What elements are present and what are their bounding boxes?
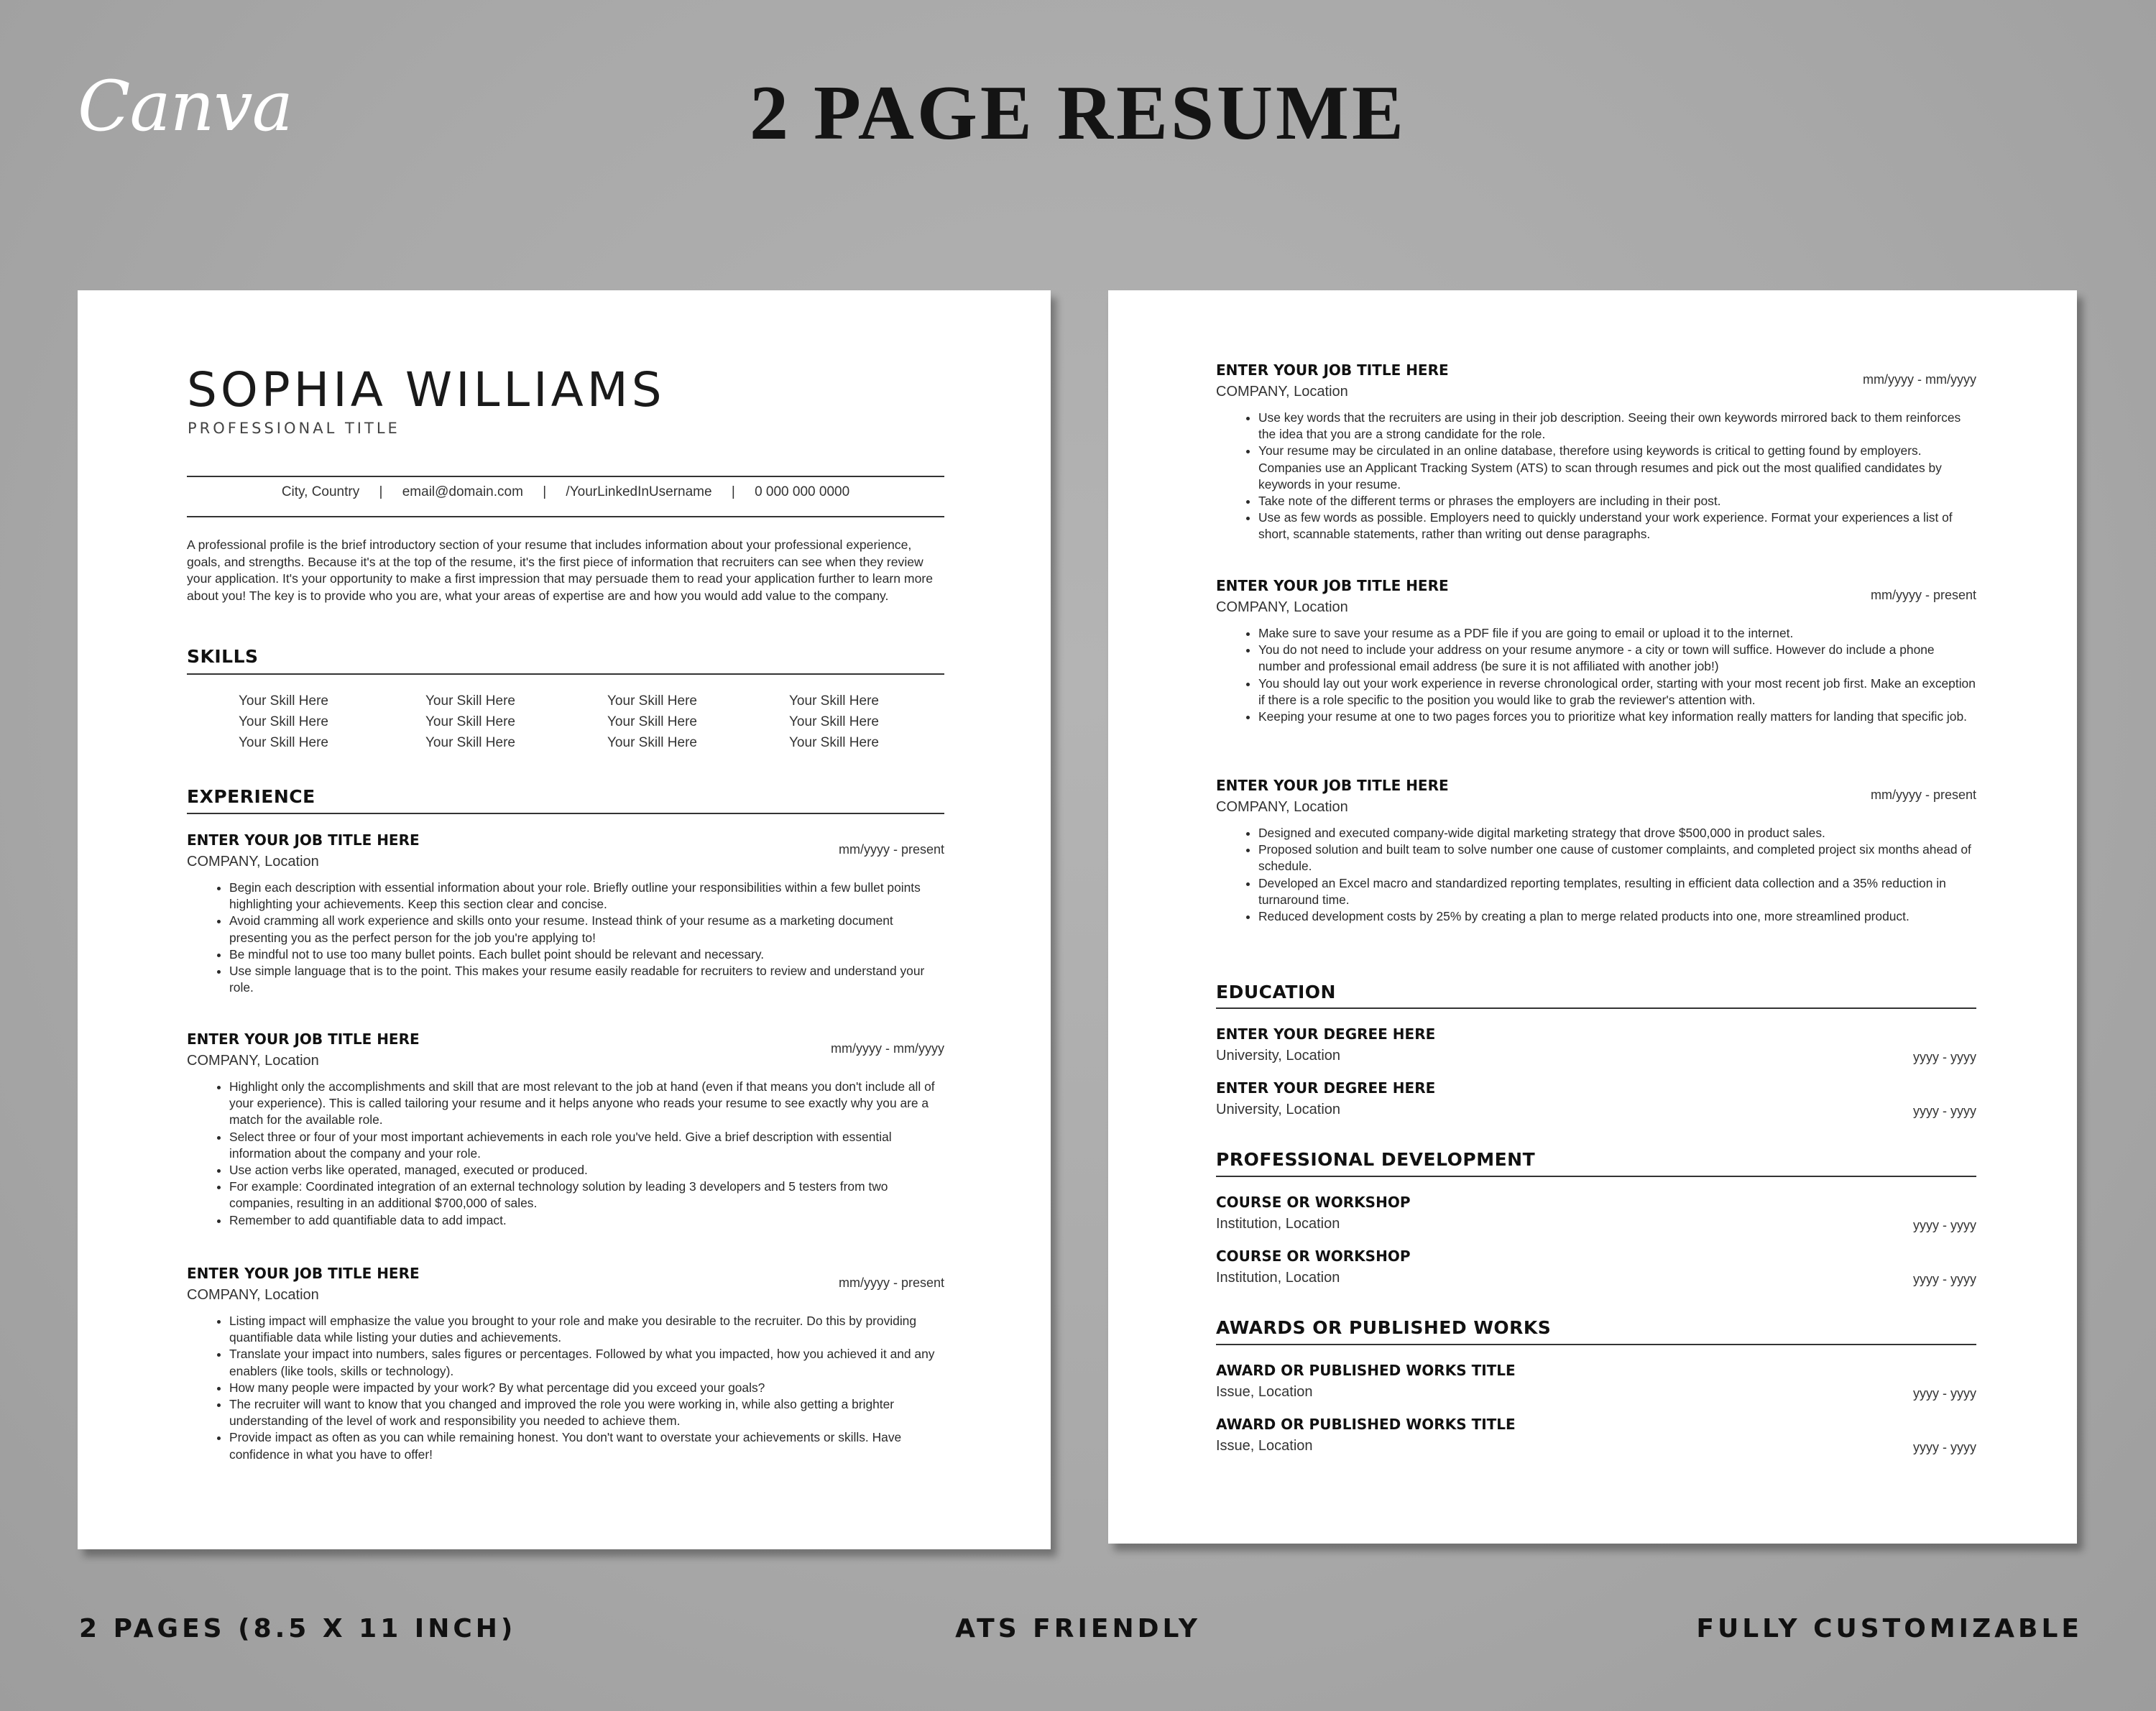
skills-heading: SKILLS: [187, 646, 259, 667]
course-title: COURSE OR WORKSHOP: [1216, 1194, 1411, 1211]
development-divider: [1216, 1176, 1976, 1177]
resume-page-2: [1108, 290, 2077, 1544]
job-bullet: • Proposed solution and built team to solve number one cause of customer complaints, and completed project six months ahead of schedule.: [1258, 841, 1976, 875]
job-title: ENTER YOUR JOB TITLE HERE: [1216, 777, 1449, 794]
award-title: AWARD OR PUBLISHED WORKS TITLE: [1216, 1362, 1516, 1379]
degree-title: ENTER YOUR DEGREE HERE: [1216, 1079, 1436, 1097]
award-issuer: Issue, Location: [1216, 1438, 1313, 1454]
job-bullet: • Take note of the different terms or phrases the employers are including in their post.: [1258, 493, 1976, 509]
job-company: COMPANY, Location: [187, 1287, 319, 1303]
resume-name: SOPHIA WILLIAMS: [187, 362, 665, 418]
skill-item: Your Skill Here: [607, 714, 697, 729]
skill-item: Your Skill Here: [425, 714, 515, 729]
education-entry: [1216, 1023, 1976, 1066]
skill-item: Your Skill Here: [789, 735, 879, 750]
contact-linkedin: /YourLinkedInUsername: [566, 484, 712, 499]
job-entry: [187, 1263, 944, 1463]
company-row: [187, 1041, 944, 1071]
course-title: COURSE OR WORKSHOP: [1216, 1247, 1411, 1265]
contact-row: [187, 484, 944, 500]
skill-item: Your Skill Here: [239, 693, 328, 709]
job-dates: mm/yyyy - present: [838, 842, 944, 857]
contact-separator: |: [543, 484, 547, 499]
job-entry: [187, 1028, 944, 1229]
profile-summary: A professional profile is the brief introductory section of your resume that includes information about your professional experience, goals, and strengths. Because it's at the top of the resume, it's the first piece of information that recruiters can see when they review your application. It's your opportunity to make a first impression that may persuade them to read your application further to learn more about you! The key is to provide who you are, what your areas of expertise are and how you would add value to the company.: [187, 538, 933, 603]
job-bullet: • For example: Coordinated integration of an external technology solution by leading 3 developers and 5 testers from two companies, resulting in an additional $700,000 of sales.: [229, 1179, 944, 1212]
skill-item: Your Skill Here: [425, 693, 515, 709]
job-bullet: • You do not need to include your address on your resume anymore - a city or town will suffice. However do include a phone number and professional email address (be sure it is not affiliated with another job!): [1258, 642, 1976, 675]
award-issuer: Issue, Location: [1216, 1384, 1313, 1400]
footer-pages-info: 2 PAGES (8.5 X 11 INCH): [79, 1614, 517, 1643]
course-institution: Institution, Location: [1216, 1216, 1340, 1232]
main-title: 2 PAGE RESUME: [749, 70, 1407, 156]
job-bullet: • Use as few words as possible. Employers need to quickly understand your work experience. Format your experiences a list of short, scannable statements, rather than writing out dense paragraphs.: [1258, 509, 1976, 543]
contact-email: email@domain.com: [402, 484, 523, 499]
job-bullets: [1216, 625, 1976, 725]
course-dates: yyyy - yyyy: [1913, 1272, 1976, 1286]
development-entry: [1216, 1191, 1976, 1235]
course-dates: yyyy - yyyy: [1913, 1218, 1976, 1232]
award-title: AWARD OR PUBLISHED WORKS TITLE: [1216, 1416, 1516, 1433]
job-company: COMPANY, Location: [1216, 384, 1348, 400]
contact-phone: 0 000 000 0000: [755, 484, 850, 499]
job-dates: mm/yyyy - present: [838, 1276, 944, 1290]
job-bullet: • Developed an Excel macro and standardized reporting templates, resulting in efficient data collection and a 35% reduction in turnaround time.: [1258, 875, 1976, 908]
award-dates: yyyy - yyyy: [1913, 1386, 1976, 1401]
job-bullet: • Use key words that the recruiters are using in their job description. Seeing their own keywords mirrored back to them reinforces the idea that you are a strong candidate for the role.: [1258, 410, 1976, 443]
job-bullet: • Translate your impact into numbers, sales figures or percentages. Followed by what you impacted, how you achieved it and any enablers (like tools, skills or technology).: [229, 1346, 944, 1379]
job-bullet: • Provide impact as often as you can while remaining honest. You don't want to overstate your achievements or skills. Have confidence in what you have to offer!: [229, 1429, 944, 1462]
skill-item: Your Skill Here: [607, 735, 697, 750]
job-title: ENTER YOUR JOB TITLE HERE: [187, 1030, 420, 1048]
job-dates: mm/yyyy - mm/yyyy: [831, 1041, 944, 1056]
job-bullets: [187, 1313, 944, 1463]
degree-institution: University, Location: [1216, 1102, 1341, 1117]
job-dates: mm/yyyy - present: [1870, 588, 1976, 602]
job-bullet: • Use simple language that is to the point. This makes your resume easily readable for recruiters to review and understand your role.: [229, 963, 944, 996]
development-entry: [1216, 1245, 1976, 1288]
education-entry: [1216, 1077, 1976, 1120]
experience-heading: EXPERIENCE: [187, 786, 315, 807]
skill-item: Your Skill Here: [789, 693, 879, 709]
job-bullet: • The recruiter will want to know that you changed and improved the role you were working in, while also getting a brighter understanding of the level of work and responsibility you needed to achieve them.: [229, 1396, 944, 1429]
skill-item: Your Skill Here: [425, 735, 515, 750]
awards-divider: [1216, 1344, 1976, 1345]
job-entry: [1216, 775, 1976, 925]
contact-location: City, Country: [281, 484, 360, 499]
contact-top-divider: [187, 476, 944, 477]
contact-separator: |: [731, 484, 735, 499]
degree-title: ENTER YOUR DEGREE HERE: [1216, 1025, 1436, 1043]
professional-title: PROFESSIONAL TITLE: [188, 420, 400, 437]
job-bullet: • Select three or four of your most important achievements in each role you've held. Give a brief description with essential information about the company and your role.: [229, 1129, 944, 1162]
skills-divider: [187, 673, 944, 675]
job-title: ENTER YOUR JOB TITLE HERE: [1216, 361, 1449, 379]
job-bullet: • Reduced development costs by 25% by creating a plan to merge related products into one, more streamlined product.: [1258, 908, 1976, 925]
job-dates: mm/yyyy - present: [1870, 788, 1976, 802]
degree-dates: yyyy - yyyy: [1913, 1104, 1976, 1118]
job-bullets: [1216, 825, 1976, 925]
job-company: COMPANY, Location: [187, 854, 319, 870]
resume-page-1: [78, 290, 1051, 1549]
company-row: [187, 1276, 944, 1306]
award-entry: [1216, 1360, 1976, 1403]
contact-bottom-divider: [187, 516, 944, 517]
degree-dates: yyyy - yyyy: [1913, 1050, 1976, 1064]
contact-separator: |: [379, 484, 383, 499]
skill-item: Your Skill Here: [789, 714, 879, 729]
course-institution: Institution, Location: [1216, 1270, 1340, 1286]
footer-ats-friendly: ATS FRIENDLY: [955, 1614, 1201, 1643]
skill-item: Your Skill Here: [607, 693, 697, 709]
job-company: COMPANY, Location: [187, 1053, 319, 1069]
award-entry: [1216, 1413, 1976, 1457]
job-bullet: • How many people were impacted by your work? By what percentage did you exceed your goals?: [229, 1380, 944, 1396]
degree-institution: University, Location: [1216, 1048, 1341, 1064]
job-company: COMPANY, Location: [1216, 599, 1348, 615]
job-entry: [187, 829, 944, 996]
company-row: [1216, 588, 1976, 618]
job-bullet: • Highlight only the accomplishments and skill that are most relevant to the job at hand (even if that means you don't include all of your experience). This is called tailoring your resume and it helps anyone who reads your resume to see exactly why you are a match for the available role.: [229, 1079, 944, 1129]
job-bullet: • Keeping your resume at one to two pages forces you to prioritize what key information really matters for landing that specific job.: [1258, 709, 1976, 725]
education-divider: [1216, 1007, 1976, 1009]
footer-customizable: FULLY CUSTOMIZABLE: [1696, 1614, 2083, 1643]
professional-development-heading: PROFESSIONAL DEVELOPMENT: [1216, 1149, 1536, 1170]
job-title: ENTER YOUR JOB TITLE HERE: [1216, 577, 1449, 594]
job-bullets: [187, 880, 944, 996]
skill-item: Your Skill Here: [239, 714, 328, 729]
job-bullet: • Listing impact will emphasize the value you brought to your role and make you desirable to the recruiter. Do this by providing quantifiable data while listing your duties and achievements.: [229, 1313, 944, 1346]
job-bullet: • Begin each description with essential information about your role. Briefly outline your responsibilities within a few bullet points highlighting your achievements. Keep this section clear and concise.: [229, 880, 944, 913]
job-bullet: • Be mindful not to use too many bullet points. Each bullet point should be relevant and necessary.: [229, 946, 944, 963]
job-dates: mm/yyyy - mm/yyyy: [1863, 372, 1976, 387]
job-title: ENTER YOUR JOB TITLE HERE: [187, 1265, 420, 1282]
job-company: COMPANY, Location: [1216, 799, 1348, 815]
skill-item: Your Skill Here: [239, 735, 328, 750]
education-heading: EDUCATION: [1216, 982, 1336, 1002]
experience-divider: [187, 813, 944, 814]
award-dates: yyyy - yyyy: [1913, 1440, 1976, 1454]
job-bullet: • Your resume may be circulated in an online database, therefore using keywords is critical to getting found by employers. Companies use an Applicant Tracking System (ATS) to scan through resumes and pick out the most qualified candidates by keywords in your resume.: [1258, 443, 1976, 493]
job-entry: [1216, 575, 1976, 725]
job-bullet: • Avoid cramming all work experience and skills onto your resume. Instead think of your resume as a marketing document presenting you as the perfect person for the job you're applying to!: [229, 913, 944, 946]
canva-logo: Canva: [78, 66, 292, 147]
job-title: ENTER YOUR JOB TITLE HERE: [187, 831, 420, 849]
awards-heading: AWARDS OR PUBLISHED WORKS: [1216, 1317, 1552, 1338]
job-bullet: • You should lay out your work experience in reverse chronological order, starting with your most recent job first. Make an exception if there is a role specific to the position you would like to grab the reviewer's attention with.: [1258, 675, 1976, 709]
job-bullet: • Use action verbs like operated, managed, executed or produced.: [229, 1162, 944, 1179]
company-row: [1216, 372, 1976, 402]
job-bullet: • Designed and executed company-wide digital marketing strategy that drove $500,000 in product sales.: [1258, 825, 1976, 841]
job-entry: [1216, 359, 1976, 543]
job-bullets: [1216, 410, 1976, 543]
job-bullet: • Remember to add quantifiable data to add impact.: [229, 1212, 944, 1229]
company-row: [1216, 788, 1976, 818]
job-bullet: • Make sure to save your resume as a PDF file if you are going to email or upload it to the internet.: [1258, 625, 1976, 642]
company-row: [187, 842, 944, 872]
job-bullets: [187, 1079, 944, 1229]
